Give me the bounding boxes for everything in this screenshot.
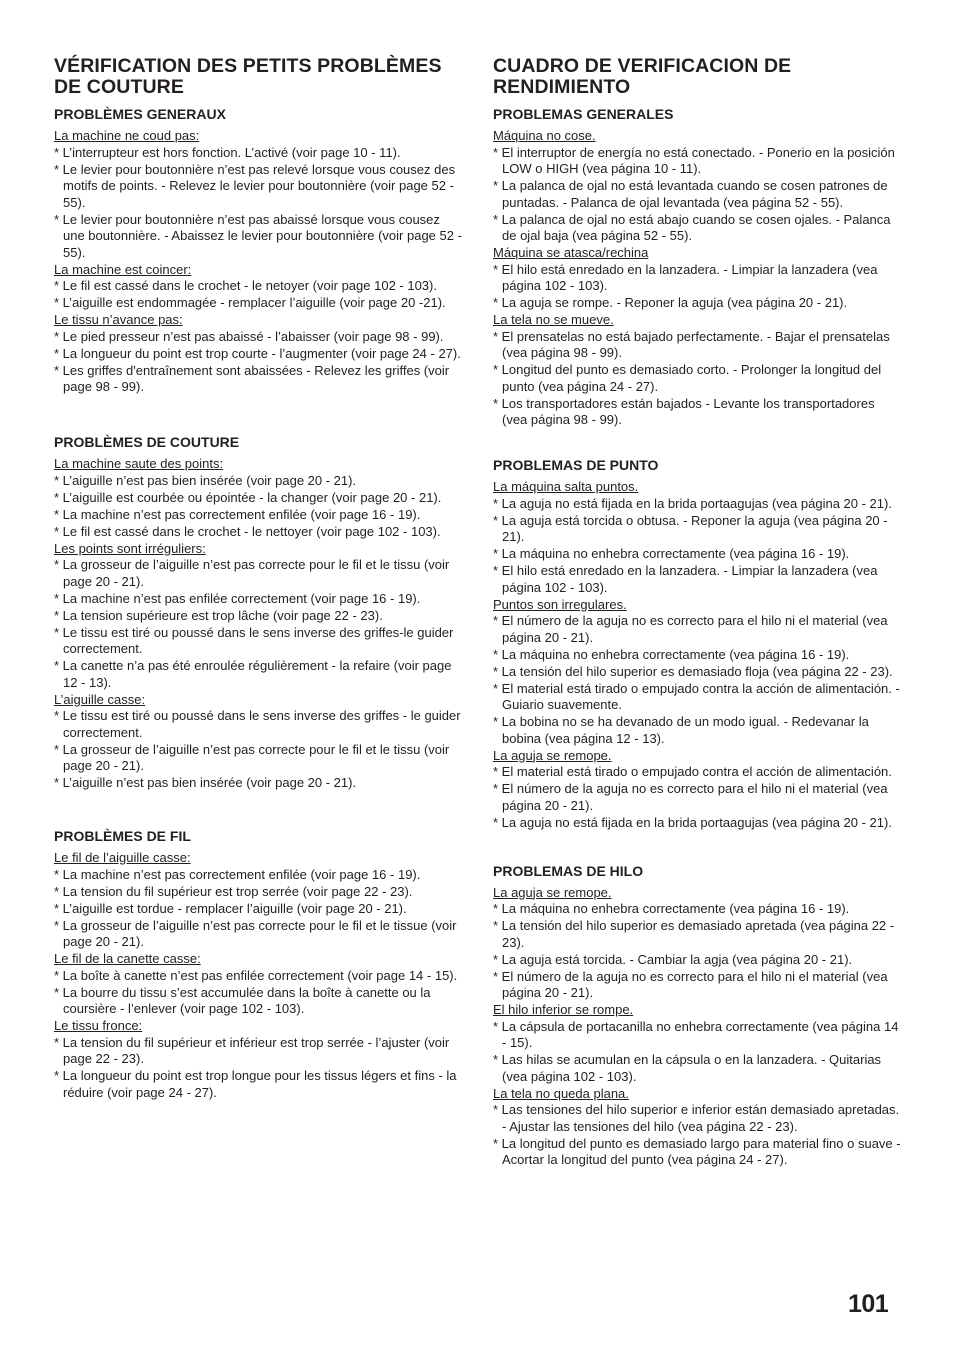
list-item: * La bobina no se ha devanado de un modo igual. - Redevanar la bobina (vea página 12 - 13). [493, 714, 869, 746]
list-item: * La aguja no está fijada en la brida portaagujas (vea página 20 - 21). [493, 814, 892, 830]
list-item: * La tensión del hilo superior es demasiado apretada (vea página 22 - 23). [493, 918, 895, 950]
list-item: * Las hilas se acumulan en la cápsula o en la lanzadera. - Quitarias (vea página 102 - 103). [493, 1052, 882, 1084]
list-item: * La aguja no está fijada en la brida portaagujas (vea página 20 - 21). [493, 495, 892, 511]
spanish-section-general [493, 106, 903, 429]
list-item: * La tension du fil supérieur est trop serrée (voir page 22 - 23). [54, 883, 413, 899]
french-section-general [54, 106, 464, 396]
problem-label: La machine saute des points: [54, 456, 224, 471]
list-item: * Les griffes d'entraînement sont abaissées - Relevez les griffes (voir page 98 - 99). [54, 362, 450, 394]
problem-label: L’aiguille casse: [54, 691, 146, 707]
list-item: * La boîte à canette n’est pas enfilée correctement (voir page 14 - 15). [54, 967, 458, 983]
french-section-thread [54, 828, 464, 1101]
list-item: * El hilo está enredado en la lanzadera. - Limpiar la lanzadera (vea página 102 - 103). [493, 261, 878, 293]
list-item: * La aguja está torcida o obtusa. - Reponer la aguja (vea página 20 - 21). [493, 512, 888, 544]
spanish-title: CUADRO DE VERIFICACION DE RENDIMIENTO [493, 55, 792, 98]
french-title: VÉRIFICATION DES PETITS PROBLÈMES DE COUTURE [54, 55, 442, 98]
problem-label: Le tissu fronce: [54, 1018, 143, 1033]
list-item: * La máquina no enhebra correctamente (vea página 16 - 19). [493, 546, 850, 561]
list-item: * El material está tirado o empujado contra la acción de alimentación. - Guiario suavemente. [493, 680, 900, 712]
list-item: * La machine n’est pas correctement enfilée (voir page 16 - 19). [54, 506, 421, 522]
list-item: * La palanca de ojal no está abajo cuando se cosen ojales. - Palanca de ojal baja (vea página 52 - 55). [493, 211, 891, 243]
list-item: * La tension supérieure est trop lâche (voir page 22 - 23). [54, 607, 383, 623]
list-item: * L’aiguille est endommagée - remplacer l’aiguille (voir page 20 -21). [54, 295, 446, 310]
list-item: * La aguja se rompe. - Reponer la aguja (vea página 20 - 21). [493, 295, 848, 310]
problem-label: Máquina no cose. [493, 128, 596, 143]
list-item: * Le fil est cassé dans le crochet - le netoyer (voir page 102 - 103). [54, 278, 437, 293]
problem-label: Les points sont irréguliers: [54, 540, 206, 556]
list-item: * El hilo está enredado en la lanzadera. - Limpiar la lanzadera (vea página 102 - 103). [493, 563, 878, 595]
problem-label: Le tissu n’avance pas: [54, 312, 183, 327]
list-item: * La grosseur de l’aiguille n’est pas correcte pour le fil et le tissu (voir page 20 - 21). [54, 557, 450, 589]
list-item: * La máquina no enhebra correctamente (vea página 16 - 19). [493, 646, 850, 662]
problem-label: Le fil de l’aiguille casse: [54, 850, 191, 865]
list-item: * L’aiguille n’est pas bien insérée (voir page 20 - 21). [54, 775, 357, 790]
problem-label: Puntos son irregulares. [493, 596, 627, 612]
problem-label: La tela no se mueve. [493, 312, 614, 327]
section-heading: PROBLEMAS DE HILO [493, 862, 644, 879]
list-item: * La longueur du point est trop courte - l’augmenter (voir page 24 - 27). [54, 345, 461, 361]
section-heading: PROBLEMAS GENERALES [493, 106, 674, 122]
section-heading: PROBLÈMES DE COUTURE [54, 434, 240, 450]
problem-label: La machine est coincer: [54, 261, 192, 277]
section-heading: PROBLÈMES DE FIL [54, 828, 191, 844]
list-item: * La machine n’est pas correctement enfilée (voir page 16 - 19). [54, 866, 421, 882]
list-item: * El prensatelas no está bajado perfectamente. - Bajar el prensatelas (vea página 98 - 99). [493, 328, 890, 360]
list-item: * Le pied presseur n’est pas abaissé - l’abaisser (voir page 98 - 99). [54, 328, 444, 344]
list-item: * Le levier pour boutonnière n’est pas abaissé lorsque vous cousez une boutonnière. - Abaissez le levier pour boutonnière (voir page 52 - 55). [54, 211, 462, 260]
list-item: * La canette n’a pas été enroulée régulièrement - la refaire (voir page 12 - 13). [54, 658, 452, 690]
section-heading: PROBLEMAS DE PUNTO [493, 457, 659, 473]
list-item: * La bourre du tissu s’est accumulée dans la boîte à canette ou la coursière - l’enlever (voir page 102 - 103). [54, 984, 431, 1016]
spanish-section-thread [493, 863, 903, 1169]
problem-label: La máquina salta puntos. [493, 479, 639, 494]
list-item: * La grosseur de l’aiguille n’est pas correcte pour le fil et le tissue (voir page 20 - 21). [54, 917, 457, 949]
list-item: * Le tissu est tiré ou poussé dans le sens inverse des griffes - le guider correctement. [54, 708, 461, 740]
list-item: * Le fil est cassé dans le crochet - le nettoyer (voir page 102 - 103). [54, 523, 441, 539]
list-item: * L’aiguille est courbée ou épointée - la changer (voir page 20 - 21). [54, 489, 442, 505]
problem-label: Le fil de la canette casse: [54, 951, 201, 966]
list-item: * La cápsula de portacanilla no enhebra correctamente (vea página 14 - 15). [493, 1018, 899, 1050]
french-section-sewing [54, 434, 464, 792]
list-item: * La longitud del punto es demasiado largo para material fino o suave - Acortar la longitud del punto (vea página 24 - 27). [493, 1135, 901, 1167]
page-number: 101 [848, 1290, 889, 1318]
list-item: * L’aiguille est tordue - remplacer l’aiguille (voir page 20 - 21). [54, 900, 407, 916]
spanish-section-stitch [493, 457, 903, 831]
list-item: * Las tensiones del hilo superior e inferior están demasiado apretadas. - Ajustar las tensiones del hilo (vea página 22 - 23). [493, 1102, 900, 1134]
list-item: * Le levier pour boutonnière n’est pas relevé lorsque vous cousez des motifs de points. - Relevez le levier pour boutonnière (voir page 52 - 55). [54, 161, 456, 210]
list-item: * El material está tirado o empujado contra el acción de alimentación. [493, 764, 892, 779]
problem-label: La aguja se remope. [493, 747, 612, 763]
problem-label: La machine ne coud pas: [54, 128, 200, 143]
list-item: * Longitud del punto es demasiado corto. - Prolonger la longitud del punto (vea página 24 - 27). [493, 362, 882, 394]
list-item: * El interruptor de energía no está conectado. - Ponerio en la posición LOW o HIGH (vea página 10 - 11). [493, 144, 895, 176]
problem-label: Máquina se atasca/rechina [493, 245, 649, 260]
french-column [54, 56, 464, 1102]
list-item: * La tensión del hilo superior es demasiado floja (vea página 22 - 23). [493, 663, 893, 679]
problem-label: El hilo inferior se rompe. [493, 1002, 634, 1017]
spanish-column [493, 56, 903, 1169]
section-heading: PROBLÈMES GENERAUX [54, 106, 226, 122]
problem-label: La tela no queda plana. [493, 1085, 629, 1101]
list-item: * L’interrupteur est hors fonction. L’activé (voir page 10 - 11). [54, 144, 401, 160]
problem-label: La aguja se remope. [493, 884, 612, 900]
list-item: * La aguja está torcida. - Cambiar la agja (vea página 20 - 21). [493, 951, 853, 967]
list-item: * L’aiguille n’est pas bien insérée (voir page 20 - 21). [54, 472, 357, 488]
list-item: * La máquina no enhebra correctamente (vea página 16 - 19). [493, 901, 850, 916]
list-item: * El número de la aguja no es correcto para el hilo ni el material (vea página 20 - 21). [493, 968, 888, 1000]
list-item: * El número de la aguja no es correcto para el hilo ni el material (vea página 20 - 21). [493, 613, 888, 645]
list-item: * El número de la aguja no es correcto para el hilo ni el material (vea página 20 - 21). [493, 781, 888, 813]
list-item: * La grosseur de l’aiguille n’est pas correcte pour le fil et le tissu (voir page 20 - 21). [54, 741, 450, 773]
list-item: * La tension du fil supérieur et inférieur est trop serrée - l’ajuster (voir page 22 - 23). [54, 1034, 450, 1066]
list-item: * La longueur du point est trop longue pour les tissus légers et fins - la réduire (voir page 24 - 27). [54, 1068, 457, 1100]
list-item: * Le tissu est tiré ou poussé dans le sens inverse des griffes-le guider correctement. [54, 624, 454, 656]
list-item: * La machine n’est pas enfilée correctement (voir page 16 - 19). [54, 590, 421, 606]
list-item: * La palanca de ojal no está levantada cuando se cosen patrones de puntadas. - Palanca de ojal levantada (vea página 52 - 55). [493, 178, 888, 210]
list-item: * Los transportadores están bajados - Levante los transportadores (vea página 98 - 99). [493, 395, 875, 427]
